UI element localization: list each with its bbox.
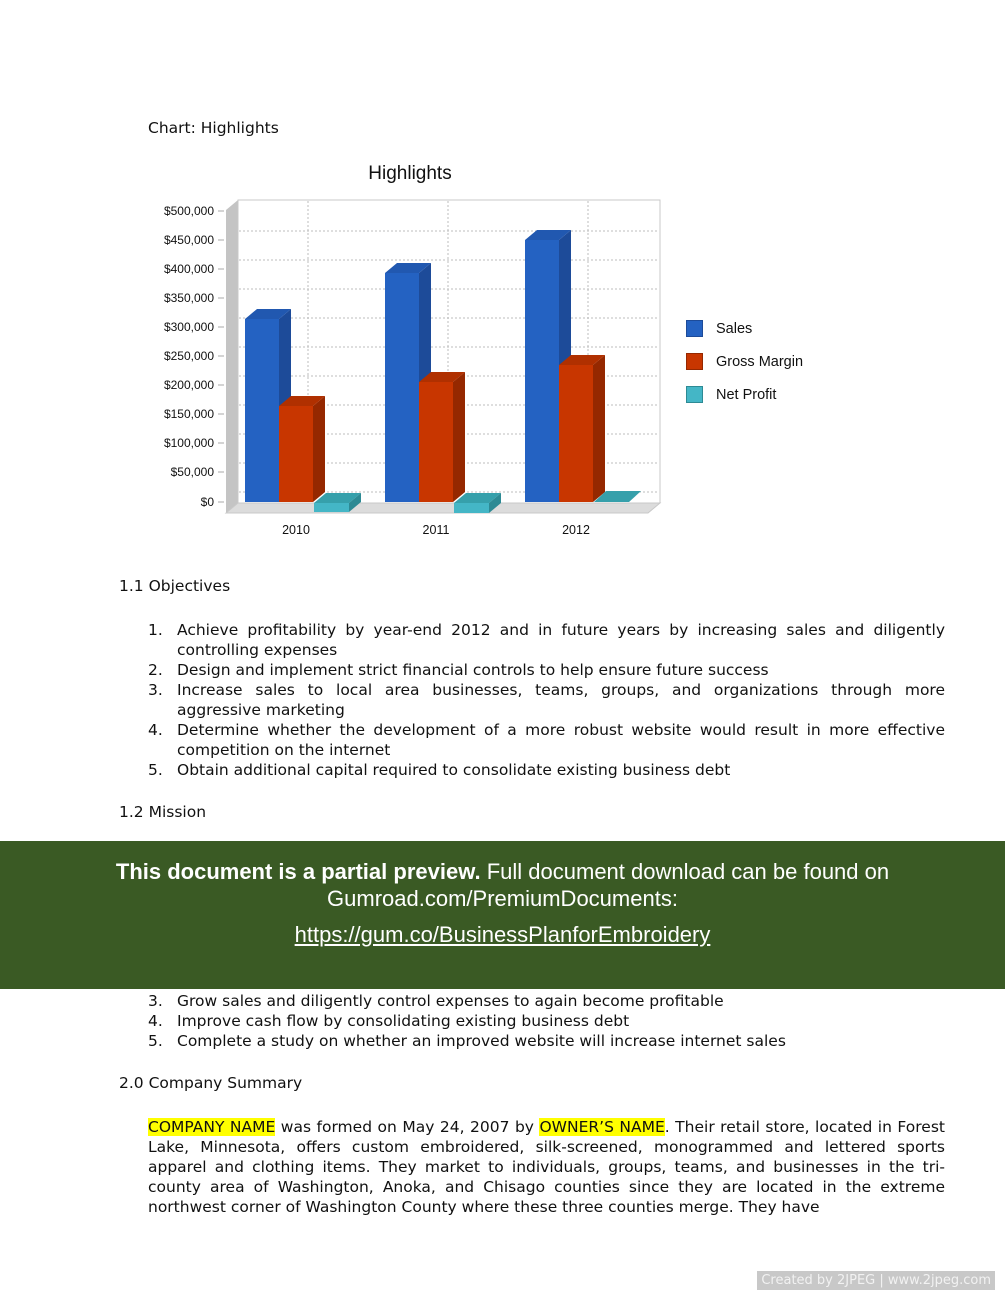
paragraph-text: was formed on May 24, 2007 by bbox=[275, 1118, 540, 1136]
list-number: 1. bbox=[148, 621, 163, 639]
preview-banner bbox=[0, 841, 1005, 989]
list-number: 3. bbox=[148, 992, 163, 1010]
y-tick: $300,000 bbox=[163, 320, 214, 334]
x-tick: 2012 bbox=[562, 523, 590, 537]
list-text: Obtain additional capital required to consolidate existing business debt bbox=[177, 761, 731, 779]
legend-swatch bbox=[686, 320, 703, 337]
banner-bold-text: This document is a partial preview. bbox=[115, 859, 481, 884]
list-text: Design and implement strict financial controls to help ensure future success bbox=[177, 661, 769, 679]
list-item bbox=[148, 680, 945, 720]
list-text: Determine whether the development of a more robust website would result in more effective competition on the internet bbox=[177, 721, 945, 759]
y-tick: $200,000 bbox=[163, 378, 214, 392]
paragraph-text: . Their retail store, located in Forest Lake, Minnesota, offers custom embroidered, silk-screened, monogrammed and lettered sports apparel and clothing items. They market to individuals, groups, teams, and businesses in the tri-county area of Washington, Anoka, and Chisago counties since they are located in the extreme northwest corner of Washington County where these three counties merge. They have bbox=[148, 1118, 946, 1216]
company-name-placeholder: COMPANY NAME bbox=[148, 1118, 276, 1136]
y-tick: $450,000 bbox=[163, 233, 214, 247]
legend-label: Sales bbox=[716, 320, 753, 337]
section-heading-mission: 1.2 Mission bbox=[119, 803, 207, 821]
x-tick: 2011 bbox=[422, 523, 450, 537]
y-tick: $150,000 bbox=[163, 407, 214, 421]
list-number: 5. bbox=[148, 761, 163, 779]
y-tick: $350,000 bbox=[163, 291, 214, 305]
list-text: Increase sales to local area businesses, teams, groups, and organizations through more aggressive marketing bbox=[177, 681, 945, 719]
y-tick: $50,000 bbox=[170, 465, 214, 479]
banner-text: Full document download can be found on Gumroad.com/PremiumDocuments: bbox=[327, 859, 890, 911]
legend-label: Net Profit bbox=[716, 386, 777, 403]
legend-item-sales bbox=[686, 312, 803, 345]
banner-message bbox=[0, 858, 1005, 912]
chart-caption: Chart: Highlights bbox=[148, 119, 279, 137]
mission-list bbox=[148, 991, 945, 1051]
legend-label: Gross Margin bbox=[716, 353, 804, 370]
list-text: Improve cash flow by consolidating existing business debt bbox=[177, 1012, 630, 1030]
list-text: Achieve profitability by year-end 2012 and in future years by increasing sales and diligently controlling expenses bbox=[177, 621, 945, 659]
section-heading-company-summary: 2.0 Company Summary bbox=[119, 1074, 303, 1092]
list-item bbox=[148, 991, 945, 1011]
list-item bbox=[148, 620, 945, 660]
y-tick: $400,000 bbox=[163, 262, 214, 276]
download-link[interactable]: https://gum.co/BusinessPlanforEmbroidery bbox=[294, 922, 711, 947]
owner-name-placeholder: OWNER’S NAME bbox=[539, 1118, 665, 1136]
chart-title: Highlights bbox=[368, 163, 452, 184]
list-number: 4. bbox=[148, 1012, 163, 1030]
list-item bbox=[148, 1011, 945, 1031]
list-item bbox=[148, 720, 945, 760]
y-tick: $100,000 bbox=[163, 436, 214, 450]
legend-swatch bbox=[686, 386, 703, 403]
legend-item-net-profit bbox=[686, 378, 803, 411]
section-heading-objectives: 1.1 Objectives bbox=[119, 577, 231, 595]
list-item bbox=[148, 1031, 945, 1051]
y-tick: $0 bbox=[200, 495, 214, 509]
legend-swatch bbox=[686, 353, 703, 370]
objectives-list bbox=[148, 620, 945, 780]
list-number: 3. bbox=[148, 681, 163, 699]
list-item bbox=[148, 660, 945, 680]
x-tick: 2010 bbox=[282, 523, 310, 537]
list-number: 5. bbox=[148, 1032, 163, 1050]
company-summary-paragraph bbox=[148, 1117, 945, 1217]
list-item bbox=[148, 760, 945, 780]
legend-item-gross-margin bbox=[686, 345, 803, 378]
watermark: Created by 2JPEG | www.2jpeg.com bbox=[757, 1271, 995, 1290]
list-number: 4. bbox=[148, 721, 163, 739]
list-text: Complete a study on whether an improved website will increase internet sales bbox=[177, 1032, 786, 1050]
y-tick: $250,000 bbox=[163, 349, 214, 363]
chart-legend bbox=[686, 312, 803, 411]
y-tick: $500,000 bbox=[163, 204, 214, 218]
list-number: 2. bbox=[148, 661, 163, 679]
list-text: Grow sales and diligently control expenses to again become profitable bbox=[177, 992, 724, 1010]
